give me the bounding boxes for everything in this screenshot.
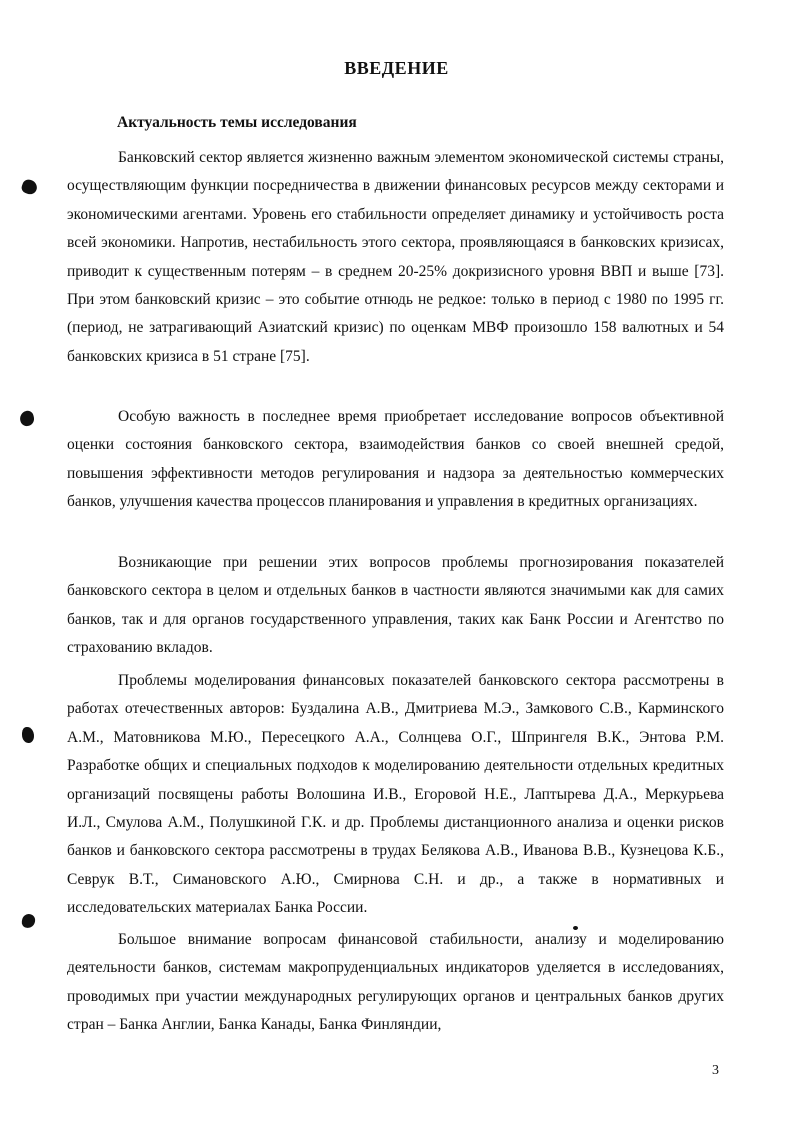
scan-hole-mark — [18, 409, 35, 427]
page-heading: ВВЕДЕНИЕ — [344, 58, 449, 78]
scan-hole-mark — [21, 913, 36, 929]
paragraph: Большое внимание вопросам финансовой стабильности, анализу и моделированию деятельности банков, системам макропруденциальных индикаторов уделяется в исследованиях, проводимых при участии международных регулирующих органов и центральных банков других стран – Банка Англии, Банка Канады, Банка Финляндии, — [67, 931, 724, 1034]
section-title: Актуальность темы исследования — [117, 114, 357, 131]
paragraph: Проблемы моделирования финансовых показателей банковского сектора рассмотрены в работах отечественных авторов: Буздалина А.В., Дмитриева М.Э., Замкового С.В., Карминского А.М., Матовникова М.Ю., Пересецкого А.А., Солнцева О.Г., Шпрингеля В.К., Энтова Р.М. Разработке общих и специальных подходов к моделированию деятельности отдельных кредитных организаций посвящены работы Волошина И.В., Егоровой Н.Е., Лаптырева Д.А., Меркурьева И.Л., Смулова А.М., Полушкиной Г.К. и др. Проблемы дистанционного анализа и оценки рисков банков и банковского сектора рассмотрены в трудах Белякова А.В., Иванова В.В., Кузнецова К.Б., Севрук В.Т., Симановского А.Ю., Смирнова С.Н. и др., а также в нормативных и исследовательских материалах Банка России. — [67, 672, 724, 917]
page-number: 3 — [712, 1063, 719, 1078]
ink-speck — [573, 926, 578, 930]
scan-hole-mark — [20, 178, 39, 196]
scan-hole-mark — [22, 727, 34, 743]
paragraph: Банковский сектор является жизненно важным элементом экономической системы страны, осуществляющим функции посредничества в движении финансовых ресурсов между секторами и экономическими агентами. Уровень его стабильности определяет динамику и устойчивость роста всей экономики. Напротив, нестабильность этого сектора, проявляющаяся в банковских кризисах, приводит к существенным потерям – в среднем 20-25% докризисного уровня ВВП и выше [73]. При этом банковский кризис – это событие отнюдь не редкое: только в период с 1980 по 1995 гг. (период, не затрагивающий Азиатский кризис) по оценкам МВФ произошло 158 валютных и 54 банковских кризиса в 51 стране [75]. — [67, 149, 724, 365]
paragraph: Возникающие при решении этих вопросов проблемы прогнозирования показателей банковского сектора в целом и отдельных банков в частности являются значимыми как для самих банков, так и для органов государственного управления, таких как Банк России и Агентство по страхованию вкладов. — [67, 554, 724, 657]
paragraph: Особую важность в последнее время приобретает исследование вопросов объективной оценки состояния банковского сектора, взаимодействия банков со своей внешней средой, повышения эффективности методов регулирования и надзора за деятельностью коммерческих банков, улучшения качества процессов планирования и управления в кредитных организациях. — [67, 408, 724, 511]
